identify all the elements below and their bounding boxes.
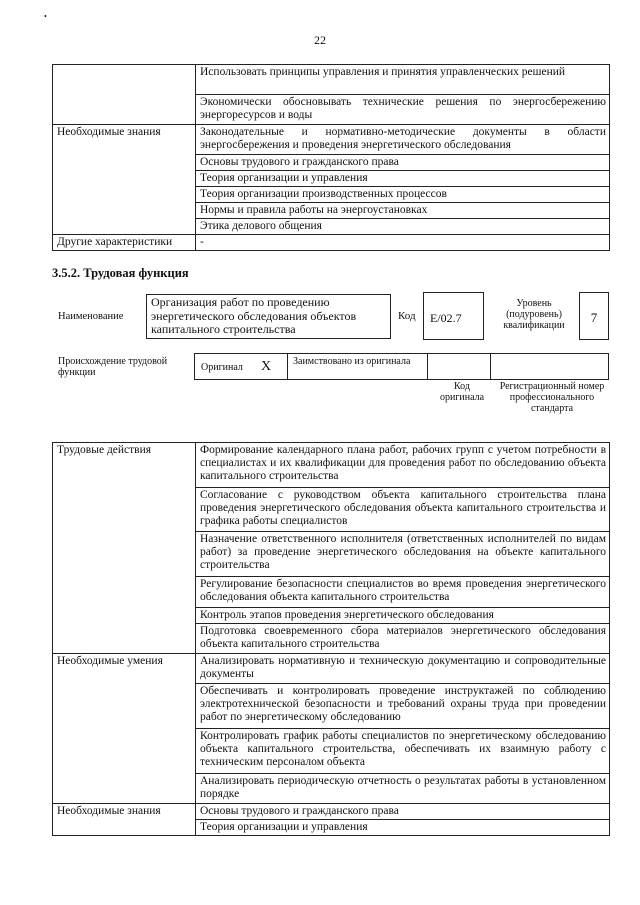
table-row-label: Другие характеристики	[53, 235, 196, 251]
table-cell: Теория организации производственных процессов	[196, 187, 610, 203]
table-cell: Законодательные и нормативно-методические документы в области энергосбережения и проведения энергетического обследования	[196, 125, 610, 155]
table-cell: Анализировать нормативную и техническую документацию и сопроводительные документы	[196, 654, 610, 684]
table-cell: Контроль этапов проведения энергетического обследования	[196, 608, 610, 624]
table-cell: Этика делового общения	[196, 219, 610, 235]
table-row-label: Трудовые действия	[53, 443, 196, 654]
origin-label: Происхождение трудовой функции	[58, 356, 168, 378]
reg-number-cell	[490, 353, 609, 380]
main-table	[52, 442, 610, 836]
code-original-cell	[427, 353, 491, 380]
table-row-label	[53, 65, 196, 125]
level-label: Уровень (подуровень) квалификации	[503, 298, 565, 331]
table-cell: Формирование календарного плана работ, рабочих групп с учетом потребности в специалистах и их квалификации для проведения работ по обследованию объекта капитального строительства	[196, 443, 610, 488]
page-number: 22	[314, 33, 326, 47]
table-cell: Основы трудового и гражданского права	[196, 155, 610, 171]
table-cell: Обеспечивать и контролировать проведение инструктажей по соблюдению электротехнической безопасности и требований охраны труда при проведении работ по энергетическому обследованию	[196, 684, 610, 729]
table-cell: Контролировать график работы специалистов по энергетическому обследованию объекта капитального строительства, обеспечивать их взаимную работу с техническим персоналом объекта	[196, 729, 610, 774]
original-mark: X	[261, 359, 272, 374]
table-cell: -	[196, 235, 610, 251]
table-cell: Теория организации и управления	[196, 171, 610, 187]
table-cell: Основы трудового и гражданского права	[196, 804, 610, 820]
table-cell: Использовать принципы управления и принятия управленческих решений	[196, 65, 610, 95]
code-original-label: Код оригинала	[439, 381, 485, 403]
borrowed-cell	[287, 353, 428, 380]
name-label: Наименование	[58, 311, 124, 322]
code-value: E/02.7	[423, 292, 484, 340]
scan-dot: •	[44, 12, 47, 21]
original-cell	[194, 353, 288, 380]
table-cell: Экономически обосновывать технические решения по энергосбережению энергоресурсов и воды	[196, 95, 610, 125]
table-row-label: Необходимые знания	[53, 804, 196, 836]
table-row-label: Необходимые знания	[53, 125, 196, 235]
level-value: 7	[579, 292, 609, 340]
top-table	[52, 64, 610, 251]
section-title: 3.5.2. Трудовая функция	[52, 266, 189, 280]
name-value: Организация работ по проведению энергетического обследования объектов капитального строительства	[146, 294, 391, 339]
code-label: Код	[398, 310, 416, 322]
table-cell: Согласование с руководством объекта капитального строительства плана проведения энергетического обследования объекта капитального строительства и графика работы специалистов	[196, 488, 610, 532]
table-cell: Подготовка своевременного сбора материалов энергетического обследования объекта капитального строительства	[196, 624, 610, 654]
table-cell: Нормы и правила работы на энергоустановках	[196, 203, 610, 219]
original-label: Оригинал	[201, 362, 243, 373]
table-cell: Назначение ответственного исполнителя (ответственных исполнителей по видам работ) за проведение энергетического обследования на объекте капитального строительства	[196, 532, 610, 577]
table-cell: Анализировать периодическую отчетность о результатах работы в установленном порядке	[196, 774, 610, 804]
table-cell: Теория организации и управления	[196, 820, 610, 836]
table-row-label: Необходимые умения	[53, 654, 196, 804]
reg-number-label: Регистрационный номер профессионального стандарта	[499, 381, 605, 414]
table-cell: Регулирование безопасности специалистов во время проведения энергетического обследования объекта капитального строительства	[196, 577, 610, 608]
borrowed-label: Заимствовано из оригинала	[293, 356, 411, 367]
